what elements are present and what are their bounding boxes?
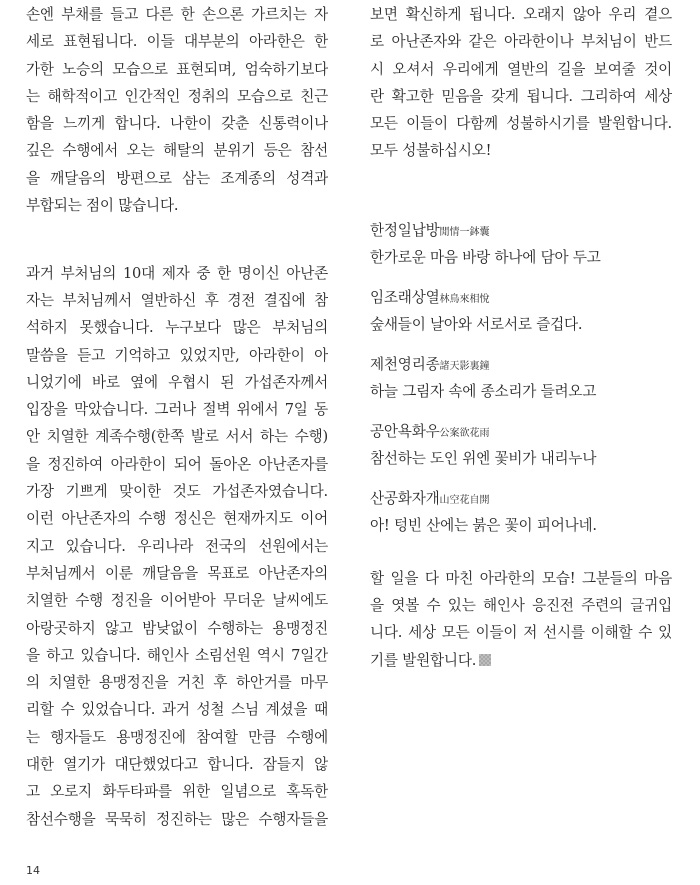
text-line: 을 깨달음의 방편으로 삼는 조계종의 성격과 bbox=[26, 169, 328, 187]
text-line: 석하지 못했습니다. 누구보다 많은 부처님의 bbox=[26, 319, 328, 337]
poem-block bbox=[370, 485, 672, 539]
poem-title-hanja: 諸天影裏鐘 bbox=[439, 360, 490, 372]
poem-list bbox=[370, 217, 672, 539]
poem-block bbox=[370, 351, 672, 405]
text-line: 안 치열한 계족수행(한쪽 발로 서서 하는 수행) bbox=[26, 428, 328, 446]
left-paragraph-1 bbox=[26, 1, 328, 219]
left-column bbox=[26, 1, 328, 833]
text-line: 란 확고한 믿음을 갖게 됩니다. 그리하여 세상 bbox=[370, 87, 672, 105]
poem-title bbox=[370, 351, 672, 378]
text-line: 참선수행을 묵묵히 정진하는 많은 수행자들을 bbox=[26, 810, 328, 828]
text-line: 함을 느끼게 합니다. 나한이 갖춘 신통력이나 bbox=[26, 115, 328, 133]
end-mark-icon bbox=[479, 654, 491, 666]
text-line: 는 해학적이고 인간적인 정취의 모습으로 친근 bbox=[26, 87, 328, 105]
text-line: 을 엿볼 수 있는 해인사 응진전 주련의 글귀입 bbox=[370, 597, 672, 615]
left-paragraph-2 bbox=[26, 260, 328, 833]
text-line: 아랑곳하지 않고 밤낮없이 수행하는 용맹정진 bbox=[26, 619, 328, 637]
text-line: 부처님께서 이룬 깨달음을 목표로 아난존자의 bbox=[26, 564, 328, 582]
text-line: 가한 노승의 모습으로 표현되며, 엄숙하기보다 bbox=[26, 60, 328, 78]
text-line: 을 하고 있습니다. 해인사 소림선원 역시 7일간 bbox=[26, 646, 328, 664]
text-line: 자는 부처님께서 열반하신 후 경전 결집에 참 bbox=[26, 291, 328, 309]
poem-title-hangul: 공안욕화우 bbox=[370, 422, 440, 440]
poem-translation: 한가로운 마음 바랑 하나에 담아 두고 bbox=[370, 248, 601, 266]
poem-block bbox=[370, 418, 672, 472]
text-line: 보면 확신하게 됩니다. 오래지 않아 우리 곁으 bbox=[370, 6, 672, 23]
text-line: 치열한 수행 정진을 이어받아 무더운 날씨에도 bbox=[26, 592, 328, 610]
poem-block bbox=[370, 284, 672, 338]
poem-title-hangul: 임조래상열 bbox=[370, 288, 440, 306]
poem-title-hangul: 산공화자개 bbox=[370, 489, 440, 507]
poem-block bbox=[370, 217, 672, 271]
text-line: 니다. 세상 모든 이들이 저 선시를 이해할 수 있 bbox=[370, 624, 672, 642]
text-line: 부합되는 점이 많습니다. bbox=[26, 197, 179, 215]
poem-title-hangul: 제천영리종 bbox=[370, 355, 440, 373]
text-line: 세로 표현됩니다. 이들 대부분의 아라한은 한 bbox=[26, 33, 328, 51]
poem-title-hanja: 閒情一鉢囊 bbox=[439, 226, 490, 238]
text-line: 의 치열한 용맹정진을 거친 후 하안거를 마무 bbox=[26, 674, 328, 692]
poem-title bbox=[370, 418, 672, 445]
text-line: 할 일을 다 마친 아라한의 모습! 그분들의 마음 bbox=[370, 569, 672, 587]
poem-translation: 아! 텅빈 산에는 붉은 꽃이 피어나네. bbox=[370, 516, 597, 534]
text-line: 말씀을 듣고 기억하고 있었지만, 아라한이 아 bbox=[26, 346, 328, 364]
poem-title bbox=[370, 217, 672, 244]
text-line: 입장을 막았습니다. 그러나 절벽 위에서 7일 동 bbox=[26, 401, 328, 419]
text-line: 가장 기쁘게 맞이한 것도 가섭존자였습니다. bbox=[26, 483, 328, 501]
text-line: 모두 성불하십시오! bbox=[370, 142, 492, 160]
text-line: 고 오로지 화두타파를 위한 일념으로 혹독한 bbox=[26, 783, 328, 801]
text-line: 깊은 수행에서 오는 해탈의 분위기 등은 참선 bbox=[26, 142, 328, 160]
page-number: 14 bbox=[26, 864, 40, 877]
text-line: 이런 아난존자의 수행 정신은 현재까지도 이어 bbox=[26, 510, 328, 528]
right-paragraph-1 bbox=[370, 1, 672, 165]
text-line bbox=[370, 647, 672, 674]
poem-translation: 참선하는 도인 위엔 꽃비가 내리누나 bbox=[370, 449, 597, 467]
text-line: 는 행자들도 용맹정진에 참여할 만큼 수행에 bbox=[26, 728, 328, 746]
text-line: 손엔 부채를 들고 다른 한 손으론 가르치는 자 bbox=[26, 6, 328, 23]
right-paragraph-2 bbox=[370, 565, 672, 674]
text-line: 로 아난존자와 같은 아라한이나 부처님이 반드 bbox=[370, 33, 672, 51]
text-line: 리할 수 있었습니다. 과거 성철 스님 계셨을 때 bbox=[26, 701, 328, 719]
poem-title-hangul: 한정일납방 bbox=[370, 221, 440, 239]
text-line: 과거 부처님의 10대 제자 중 한 명이신 아난존 bbox=[26, 264, 328, 282]
poem-title bbox=[370, 485, 672, 512]
text-line: 니었기에 바로 옆에 우협시 된 가섭존자께서 bbox=[26, 373, 328, 391]
poem-title-hanja: 山空花自開 bbox=[439, 494, 490, 506]
closing-text: 기를 발원합니다. bbox=[370, 651, 477, 669]
text-line: 을 정진하여 아라한이 되어 돌아온 아난존자를 bbox=[26, 455, 328, 473]
text-line: 지고 있습니다. 우리나라 전국의 선원에서는 bbox=[26, 537, 328, 555]
text-line: 시 오셔서 우리에게 열반의 길을 보여줄 것이 bbox=[370, 60, 672, 78]
right-column bbox=[370, 1, 672, 674]
poem-translation: 하늘 그림자 속에 종소리가 들려오고 bbox=[370, 382, 597, 400]
poem-translation: 숲새들이 날아와 서로서로 즐겁다. bbox=[370, 315, 583, 333]
text-line: 모든 이들이 다함께 성불하시기를 발원합니다. bbox=[370, 115, 672, 133]
poem-title bbox=[370, 284, 672, 311]
poem-title-hanja: 公案欲花雨 bbox=[439, 427, 490, 439]
poem-title-hanja: 林鳥來相悅 bbox=[439, 293, 490, 305]
text-line: 대한 열기가 대단했었다고 합니다. 잠들지 않 bbox=[26, 756, 328, 774]
paragraph-gap bbox=[26, 219, 328, 246]
